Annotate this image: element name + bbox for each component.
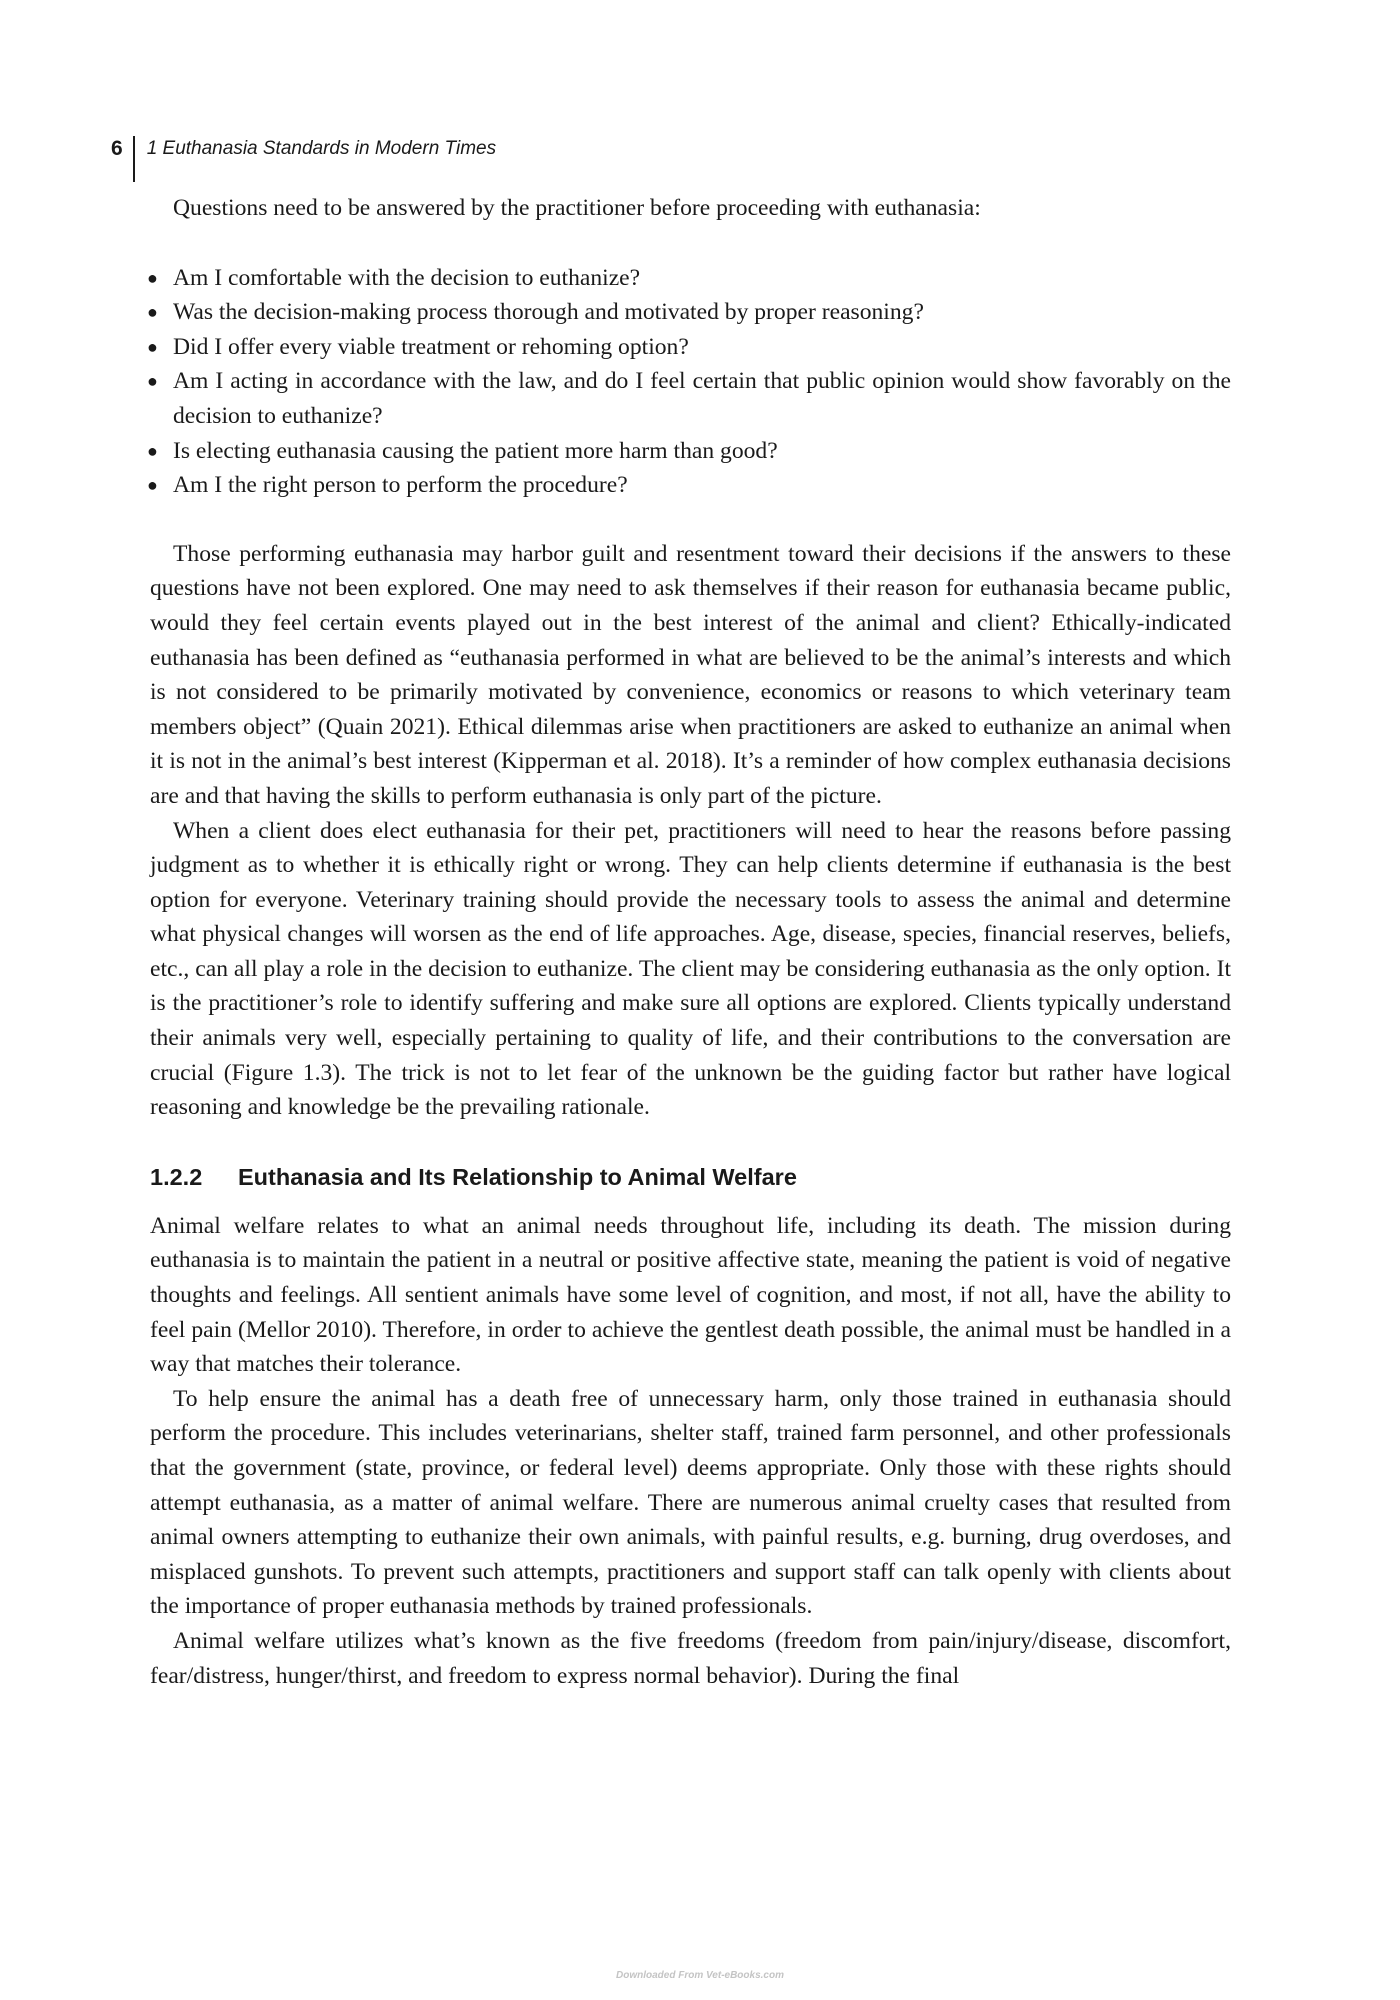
section-heading [150,1160,1231,1194]
paragraph-animal-welfare: Animal welfare relates to what an animal needs throughout life, including its death. The mission during euthanasia is to maintain the patient in a neutral or positive affective state, meaning the patient is void of negative thoughts and feelings. All sentient animals have some level of cognition, and most, if not all, have the ability to feel pain (Mellor 2010). Therefore, in order to achieve the gentlest death possible, the animal must be handled in a way that matches their tolerance. [150,1212,1231,1378]
list-item [147,434,1231,469]
bullet-icon: ● [147,371,158,392]
header-rule [133,136,135,182]
bullet-icon: ● [147,475,158,496]
question-list [147,261,1231,503]
list-item [147,330,1231,365]
list-item [147,261,1231,296]
list-item [147,468,1231,503]
bullet-icon: ● [147,302,158,323]
download-watermark: Downloaded From Vet-eBooks.com [616,1970,784,1981]
paragraph-guilt: Those performing euthanasia may harbor guilt and resentment toward their decisions if the answers to these questions have not been explored. One may need to ask themselves if their reason for euthanasia became public, would they feel certain events played out in the best interest of the animal and client? Ethically-indicated euthanasia has been defined as “euthanasia performed in what are believed to be the animal’s interests and which is not considered to be primarily motivated by convenience, economics or reasons to which veterinary team members object” (Quain 2021). Ethical dilemmas arise when practitioners are asked to euthanize an animal when it is not in the animal’s best interest (Kipperman et al. 2018). It’s a reminder of how complex euthanasia decisions are and that having the skills to perform euthanasia is only part of the picture. [150,540,1231,809]
bullet-icon: ● [147,267,158,288]
question-text: Am I acting in accordance with the law, and do I feel certain that public opinion would show favorably on the decision to euthanize? [173,368,1231,429]
question-text: Was the decision-making process thorough and motivated by proper reasoning? [173,299,924,326]
question-text: Am I comfortable with the decision to euthanize? [173,264,641,291]
page-body [147,191,1231,1693]
section-number: 1.2.2 [150,1163,203,1190]
list-item [147,364,1231,433]
bullet-icon: ● [147,336,158,357]
question-text: Did I offer every viable treatment or rehoming option? [173,333,689,360]
questions-intro: Questions need to be answered by the practitioner before proceeding with euthanasia: [173,195,981,221]
paragraph-trained-personnel: To help ensure the animal has a death free of unnecessary harm, only those trained in euthanasia should perform the procedure. This includes veterinarians, shelter staff, trained farm personnel, and other professionals that the government (state, province, or federal level) deems appropriate. Only those with these rights should attempt euthanasia, as a matter of animal welfare. There are numerous animal cruelty cases that resulted from animal owners attempting to euthanize their own animals, with painful results, e.g. burning, drug overdoses, and misplaced gunshots. To prevent such attempts, practitioners and support staff can talk openly with clients about the importance of proper euthanasia methods by trained professionals. [150,1385,1231,1620]
section-title: Euthanasia and Its Relationship to Animal Welfare [238,1163,797,1190]
bullet-icon: ● [147,440,158,461]
paragraph-five-freedoms: Animal welfare utilizes what’s known as the five freedoms (freedom from pain/injury/disease, discomfort, fear/distress, hunger/thirst, and freedom to express normal behavior). During the final [150,1627,1231,1689]
question-text: Am I the right person to perform the procedure? [173,472,628,499]
paragraph-client-election: When a client does elect euthanasia for their pet, practitioners will need to hear the reasons before passing judgment as to whether it is ethically right or wrong. They can help clients determine if euthanasia is the best option for everyone. Veterinary training should provide the necessary tools to assess the animal and determine what physical changes will worsen as the end of life approaches. Age, disease, species, financial reserves, beliefs, etc., can all play a role in the decision to euthanize. The client may be considering euthanasia as the only option. It is the practitioner’s role to identify suffering and make sure all options are explored. Clients typically understand their animals very well, especially pertaining to quality of life, and their contributions to the conversation are crucial (Figure 1.3). The trick is not to let fear of the unknown be the guiding factor but rather have logical reasoning and knowledge be the prevailing rationale. [150,817,1231,1121]
list-item [147,295,1231,330]
question-text: Is electing euthanasia causing the patient more harm than good? [173,437,778,464]
running-title: 1 Euthanasia Standards in Modern Times [146,138,497,159]
running-head [111,136,496,182]
page-number: 6 [111,137,123,160]
